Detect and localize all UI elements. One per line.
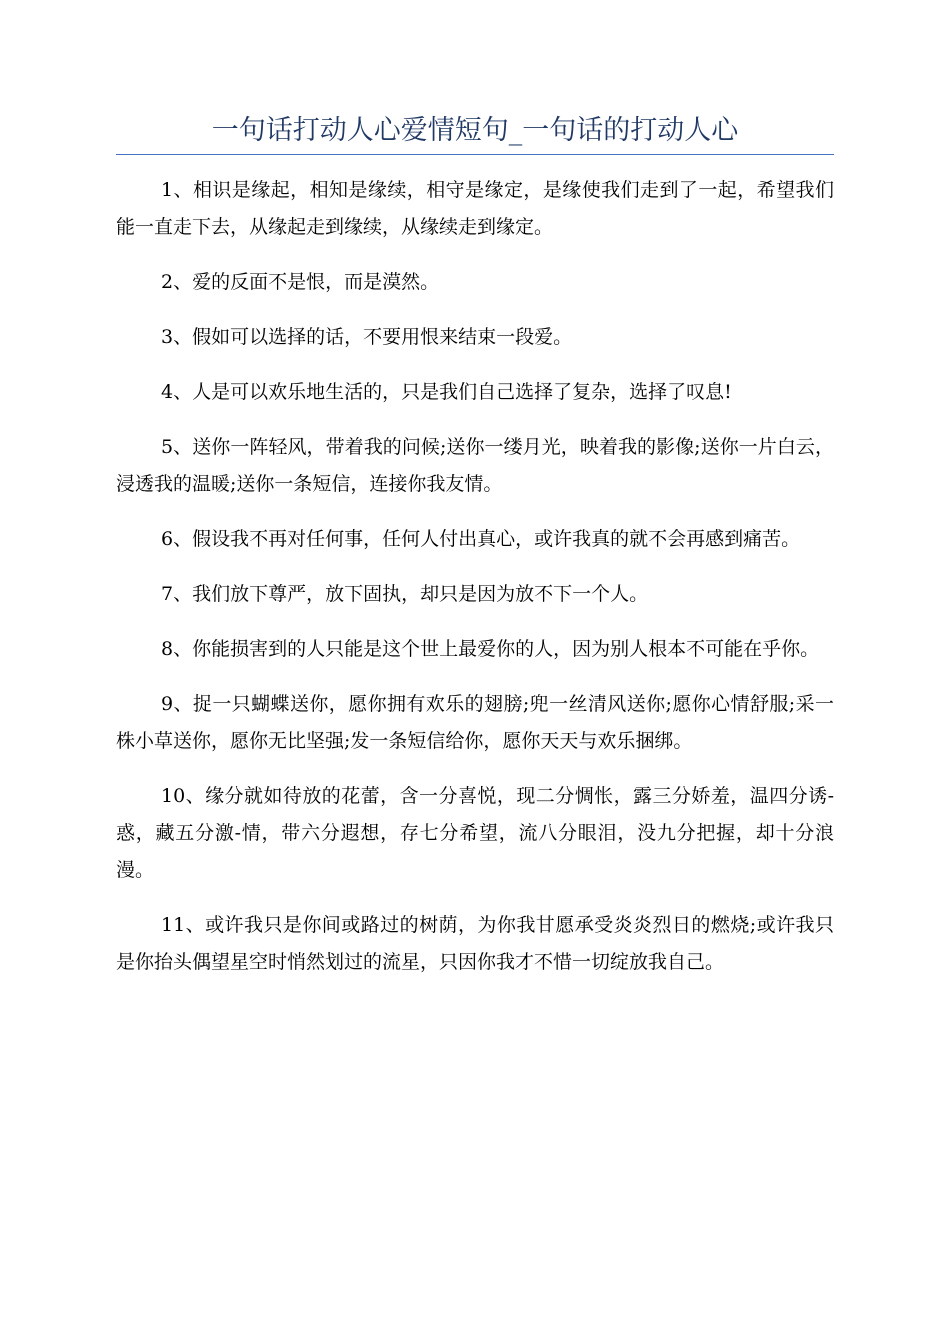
title-underline: [116, 154, 834, 155]
paragraph-6: 6、假设我不再对任何事，任何人付出真心，或许我真的就不会再感到痛苦。: [161, 528, 801, 550]
paragraph-10: 10、缘分就如待放的花蕾，含一分喜悦，现二分惆怅，露三分娇羞，温四分诱-惑，藏五分激-情，带六分遐想，存七分希望，流八分眼泪，没九分把握，却十分浪漫。: [116, 785, 834, 881]
paragraph-8: 8、你能损害到的人只能是这个世上最爱你的人，因为别人根本不可能在乎你。: [161, 638, 820, 660]
paragraph-2: 2、爱的反面不是恨，而是漠然。: [161, 271, 440, 293]
document-title: 一句话打动人心爱情短句_一句话的打动人心: [211, 115, 739, 146]
paragraph-11: 11、或许我只是你间或路过的树荫，为你我甘愿承受炎炎烈日的燃烧;或许我只是你抬头偶望星空时悄然划过的流星，只因你我才不惜一切绽放我自己。: [116, 914, 834, 973]
paragraph-9: 9、捉一只蝴蝶送你，愿你拥有欢乐的翅膀;兜一丝清风送你;愿你心情舒服;采一株小草送你，愿你无比坚强;发一条短信给你，愿你天天与欢乐捆绑。: [116, 693, 834, 752]
paragraph-5: 5、送你一阵轻风，带着我的问候;送你一缕月光，映着我的影像;送你一片白云，浸透我的温暖;送你一条短信，连接你我友情。: [116, 436, 834, 495]
paragraph-1: 1、相识是缘起，相知是缘续，相守是缘定，是缘使我们走到了一起，希望我们能一直走下去，从缘起走到缘续，从缘续走到缘定。: [116, 179, 834, 238]
document-body: [116, 172, 834, 999]
paragraph-7: 7、我们放下尊严，放下固执，却只是因为放不下一个人。: [161, 583, 649, 605]
paragraph-4: 4、人是可以欢乐地生活的，只是我们自己选择了复杂，选择了叹息!: [161, 381, 732, 403]
paragraph-3: 3、假如可以选择的话，不要用恨来结束一段爱。: [161, 326, 573, 348]
